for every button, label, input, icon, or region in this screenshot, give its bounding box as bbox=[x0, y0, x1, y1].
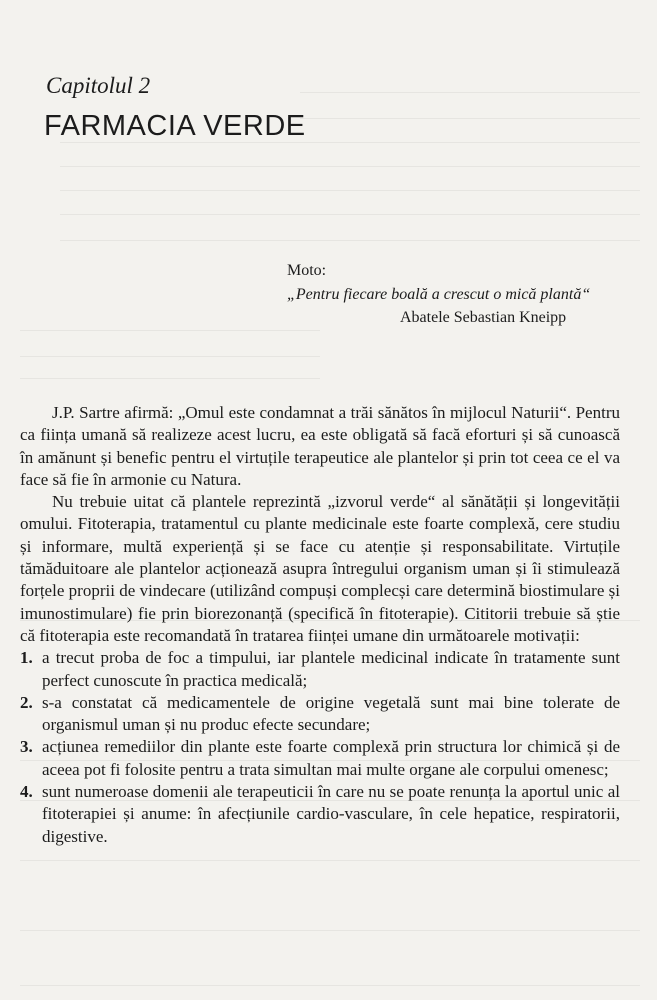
chapter-label: Capitolul 2 bbox=[46, 73, 151, 98]
list-number: 2. bbox=[20, 692, 33, 712]
list-item bbox=[20, 692, 620, 737]
body-text bbox=[20, 402, 620, 848]
chapter-title: FARMACIA VERDE bbox=[44, 110, 306, 142]
list-item bbox=[20, 781, 620, 848]
list-item-text: acțiunea remediilor din plante este foarte complexă prin structura lor chimică și de aceea pot fi folosite pentru a trata simultan mai multe organe ale corpului omenesc; bbox=[42, 737, 620, 779]
motivations-list bbox=[20, 647, 620, 848]
list-number: 1. bbox=[20, 648, 33, 668]
list-item bbox=[20, 647, 620, 692]
motto-quote: „Pentru fiecare boală a crescut o mică plantă“ bbox=[287, 286, 591, 303]
list-item-text: a trecut proba de foc a timpului, iar plantele medicinal indicate în tratamente sunt perfect cunoscute în practica medicală; bbox=[42, 648, 620, 690]
list-item-text: sunt numeroase domenii ale terapeuticii în care nu se poate renunța la aportul unic al fitoterapiei și anume: în afecțiunile cardio-vasculare, în cele hepatice, respiratorii, digestive. bbox=[42, 782, 620, 846]
paragraph: J.P. Sartre afirmă: „Omul este condamnat a trăi sănătos în mijlocul Naturii“. Pentru ca ființa umană să realizeze acest lucru, ea este obligată să facă eforturi și să cunoască în amănunt și benefic pentru el virtuțile terapeutice ale plantelor și prin tot ceea ce el va face să fie în armonie cu Natura. bbox=[20, 403, 620, 489]
list-number: 3. bbox=[20, 737, 33, 757]
list-item bbox=[20, 736, 620, 781]
paragraph: Nu trebuie uitat că plantele reprezintă „izvorul verde“ al sănătății și longevității omului. Fitoterapia, tratamentul cu plante medicinale este foarte complexă, cere studiu și informare, multă experiență și se face cu atenție și responsabilitate. Virtuțile tămăduitoare ale plantelor acționează asupra întregului organism uman și îi stimulează forțele proprii de vindecare (utilizând compuși complecși care determină biostimulare și imunostimulare) fie prin biorezonanță (specifică în fitoterapie). Cititorii trebuie să știe că fitoterapia este recomandată în tratarea ființei umane din următoarele motivații: bbox=[20, 492, 620, 645]
list-item-text: s-a constatat că medicamentele de origine vegetală sunt mai bine tolerate de organismul uman și nu produc efecte secundare; bbox=[42, 692, 620, 735]
list-number: 4. bbox=[20, 782, 33, 802]
motto-author: Abatele Sebastian Kneipp bbox=[400, 309, 567, 326]
motto-label: Moto: bbox=[287, 262, 327, 279]
